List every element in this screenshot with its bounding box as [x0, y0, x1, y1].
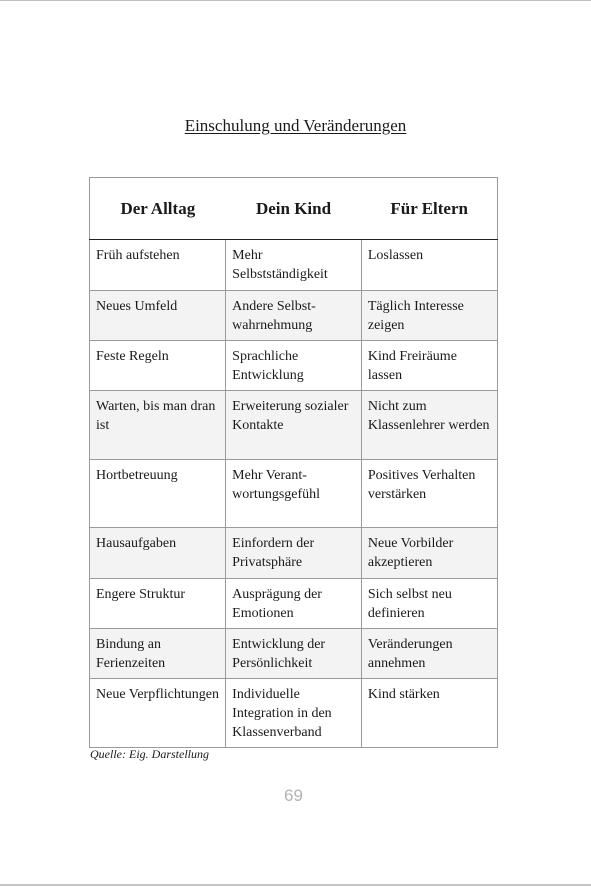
table-header-row [90, 178, 498, 240]
column-header-eltern: Für Eltern [361, 178, 497, 240]
overview-table [89, 177, 498, 748]
table-cell: Hortbetreuung [90, 460, 226, 528]
table-cell: Hausaufgaben [90, 528, 226, 579]
table-cell: Sich selbst neu definieren [361, 579, 497, 629]
table-cell: Kind Freiräume lassen [361, 341, 497, 391]
table-cell: Neue Vorbilder akzeptieren [361, 528, 497, 579]
table-cell: Engere Struktur [90, 579, 226, 629]
page-top-border [0, 0, 591, 1]
table-cell: Andere Selbst-wahrnehmung [226, 291, 362, 341]
table-cell: Positives Verhalten verstärken [361, 460, 497, 528]
table-cell: Individuelle Integration in den Klassenverband [226, 679, 362, 748]
table-cell: Früh aufstehen [90, 240, 226, 291]
table-row [90, 460, 498, 528]
table-row [90, 629, 498, 679]
table-row [90, 579, 498, 629]
table-row [90, 291, 498, 341]
table-cell: Neue Verpflichtungen [90, 679, 226, 748]
table-cell: Bindung an Ferienzeiten [90, 629, 226, 679]
table-cell: Warten, bis man dran ist [90, 391, 226, 460]
table-cell: Sprachliche Entwicklung [226, 341, 362, 391]
column-header-kind: Dein Kind [226, 178, 362, 240]
table-row [90, 391, 498, 460]
page-number: 69 [284, 786, 303, 805]
table-cell: Täglich Interesse zeigen [361, 291, 497, 341]
table-row [90, 679, 498, 748]
table-cell: Nicht zum Klassenlehrer werden [361, 391, 497, 460]
document-title: Einschulung und Veränderungen [184, 116, 407, 135]
table-cell: Feste Regeln [90, 341, 226, 391]
table-cell: Kind stärken [361, 679, 497, 748]
table-cell: Ausprägung der Emotionen [226, 579, 362, 629]
page-bottom-border [0, 884, 591, 886]
table-cell: Mehr Verant-wortungsgefühl [226, 460, 362, 528]
table-cell: Entwicklung der Persönlichkeit [226, 629, 362, 679]
table-cell: Erweiterung sozialer Kontakte [226, 391, 362, 460]
table-row [90, 341, 498, 391]
source-note: Quelle: Eig. Darstellung [90, 747, 209, 761]
column-header-alltag: Der Alltag [90, 178, 226, 240]
table-cell: Neues Umfeld [90, 291, 226, 341]
table-cell: Mehr Selbstständigkeit [226, 240, 362, 291]
table-cell: Einfordern der Privatsphäre [226, 528, 362, 579]
table-cell: Loslassen [361, 240, 497, 291]
table-row [90, 528, 498, 579]
table-row [90, 240, 498, 291]
table-cell: Veränderungen annehmen [361, 629, 497, 679]
